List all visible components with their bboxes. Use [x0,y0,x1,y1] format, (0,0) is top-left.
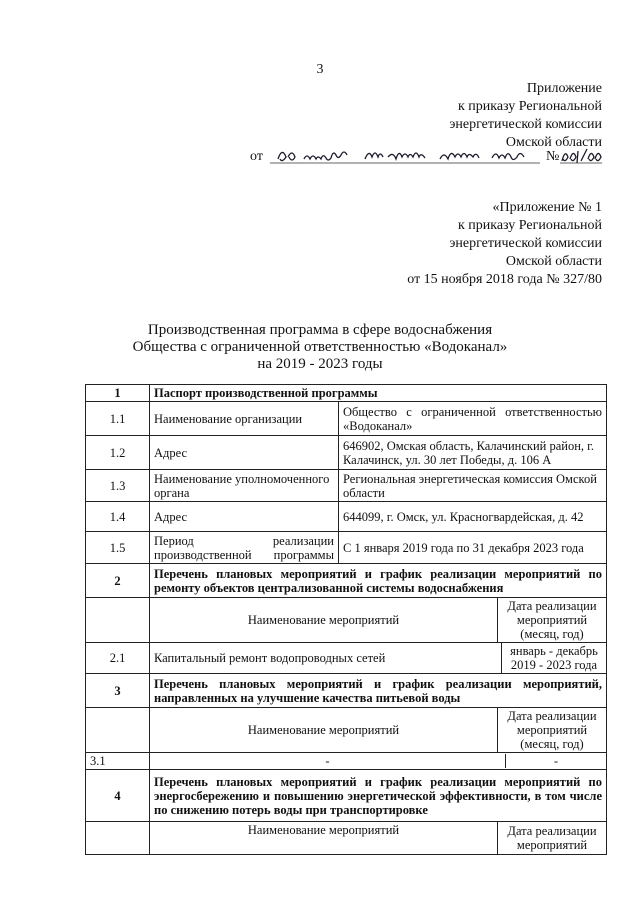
row-number: 1.4 [86,502,150,532]
table-row [86,436,607,470]
row-number: 1.5 [86,532,150,564]
section-row-energy-saving [86,770,607,822]
section-number: 3 [86,674,150,708]
row-value: 646902, Омская область, Калачинский район, г. Калачинск, ул. 30 лет Победы, д. 106 А [339,436,607,470]
table-row [86,643,607,674]
program-table [85,384,607,855]
annex-quote-line: от 15 ноября 2018 года № 327/80 [407,272,602,287]
annex-header-line: Приложение [526,81,602,96]
row-label: Наименование организации [150,402,339,436]
section-title: Перечень плановых мероприятий и график реализации мероприятий, направленных на улучшение качества питьевой воды [150,674,607,708]
activity-date: - [553,754,559,768]
row-label: Адрес [150,436,339,470]
column-header-name: Наименование мероприятий [150,708,498,752]
handwritten-date-signature [270,147,570,165]
activity-name: - [150,754,506,768]
row-number: 2.1 [86,643,150,674]
row-value: 644099, г. Омск, ул. Красногвардейская, д. 42 [339,502,607,532]
row-number: 1.3 [86,470,150,502]
handwritten-number-signature [560,147,602,165]
row-label: Наименование уполномоченного органа [150,470,339,502]
title-line: Общества с ограниченной ответственностью «Водоканал» [132,339,508,355]
column-header-date: Дата реализации мероприятий (месяц, год) [507,599,597,641]
section-title: Перечень плановых мероприятий и график реализации мероприятий по энергосбережению и повышению энергетической эффективности, в том числе по снижению потерь воды при транспортировке [150,770,607,822]
annex-quote-line: энергетической комиссии [449,236,602,251]
page-number: 3 [316,62,324,77]
section-row-water-quality [86,674,607,708]
section-row-repairs [86,564,607,598]
row-number: 1.1 [86,402,150,436]
column-header-row [86,598,607,643]
section-row-passport [86,385,607,402]
table-row [86,753,607,770]
order-prefix: от [250,149,263,164]
row-number: 1.2 [86,436,150,470]
table-row [86,470,607,502]
annex-header-line: к приказу Региональной [457,99,602,114]
row-number: 3.1 [86,753,150,770]
row-value: С 1 января 2019 года по 31 декабря 2023 года [339,532,607,564]
annex-header [449,80,602,152]
row-label: Адрес [150,502,339,532]
section-title: Паспорт производственной программы [150,385,607,402]
column-header-name: Наименование мероприятий [150,598,498,642]
activity-name: Капитальный ремонт водопроводных сетей [150,643,502,673]
section-number: 1 [86,385,150,402]
row-value: Региональная энергетическая комиссия Омской области [339,470,607,502]
annex-header-line: Омской области [505,135,602,150]
column-header-name: Наименование мероприятий [150,822,498,854]
section-number: 4 [86,770,150,822]
column-header-row [86,708,607,753]
annex-quote-line: к приказу Региональной [457,218,602,233]
order-number-label: № [546,149,560,164]
section-title: Перечень плановых мероприятий и график реализации мероприятий по ремонту объектов централизованной системы водоснабжения [150,564,607,598]
column-header-row [86,822,607,855]
annex-quote [407,199,602,289]
table-row [86,532,607,564]
title-line: на 2019 - 2023 годы [257,356,383,372]
row-label: Период реализации производственной программы [150,532,339,564]
annex-header-line: энергетической комиссии [449,117,602,132]
column-header-date: Дата реализации мероприятий [507,824,597,852]
table-row [86,502,607,532]
document-title [0,322,640,373]
table-row [86,402,607,436]
order-reference [250,147,602,167]
annex-quote-line: Омской области [505,254,602,269]
title-line: Производственная программа в сфере водоснабжения [147,322,493,338]
column-header-date: Дата реализации мероприятий (месяц, год) [507,709,597,751]
annex-quote-line: «Приложение № 1 [492,200,602,215]
activity-date: январь - декабрь 2019 - 2023 года [510,644,598,672]
section-number: 2 [86,564,150,598]
row-value: Общество с ограниченной ответственностью «Водоканал» [339,402,607,436]
